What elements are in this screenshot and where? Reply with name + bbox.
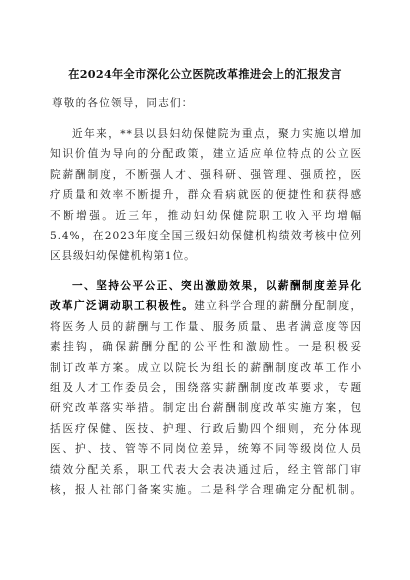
paragraph-line: 括医疗保健、医技、护理、行政后勤四个细则，充分体现 <box>50 422 362 435</box>
paragraph-line: 疗质量和效率不断提升，群众看病就医的便捷性和获得感 <box>50 189 362 202</box>
salutation: 尊敬的各位领导，同志们： <box>52 97 194 109</box>
paragraph-line: 区县级妇幼保健机构第1位。 <box>50 250 196 263</box>
section-heading-line: 一、坚持公平公正、突出激励效果，以薪酬制度差异化 <box>72 280 362 292</box>
paragraph-intro <box>50 124 362 267</box>
paragraph-line: 将医务人员的薪酬与工作量、服务质量、患者满意度等因 <box>50 320 362 333</box>
paragraph-line: 5.4%，在2023年度全国三级妇幼保健机构绩效考核中位列 <box>50 229 362 242</box>
paragraph-line: 研究改革落实举措。制定出台薪酬制度改革实施方案，包 <box>50 402 362 415</box>
paragraph-line: 近年来，**县以县妇幼保健院为重点，聚力实施以增加 <box>72 128 362 140</box>
paragraph-text: 建立科学合理的薪酬分配制度， <box>194 300 362 313</box>
paragraph-line: 制订改革方案。成立以院长为组长的薪酬制度改革工作小 <box>50 361 362 374</box>
paragraph-line: 素挂钩，确保薪酬分配的公平性和激励性。一是积极妥 <box>50 341 362 354</box>
paragraph-line: 医、护、技、管等不同岗位差异，统筹不同等级岗位人员 <box>50 443 362 456</box>
paragraph-line: 知识价值为导向的分配政策，建立适应单位特点的公立医 <box>50 148 362 161</box>
paragraph-line: 院薪酬制度，不断强人才、强科研、强管理、强质控，医 <box>50 168 362 181</box>
section-heading-continuation <box>50 296 362 316</box>
paragraph-line: 组及人才工作委员会，围绕落实薪酬制度改革要求，专题 <box>50 381 362 394</box>
section-heading-tail: 改革广泛调动职工积极性。 <box>50 300 195 313</box>
paragraph-section-1 <box>50 276 362 500</box>
paragraph-line: 绩效分配关系，职工代表大会表决通过后，经主管部门审 <box>50 463 362 476</box>
paragraph-line: 不断增强。近三年，推动妇幼保健院职工收入平均增幅 <box>50 209 362 222</box>
document-title: 在2024年全市深化公立医院改革推进会上的汇报发言 <box>68 67 342 81</box>
paragraph-line: 核，报人社部门备案实施。二是科学合理确定分配机制。 <box>50 483 362 496</box>
